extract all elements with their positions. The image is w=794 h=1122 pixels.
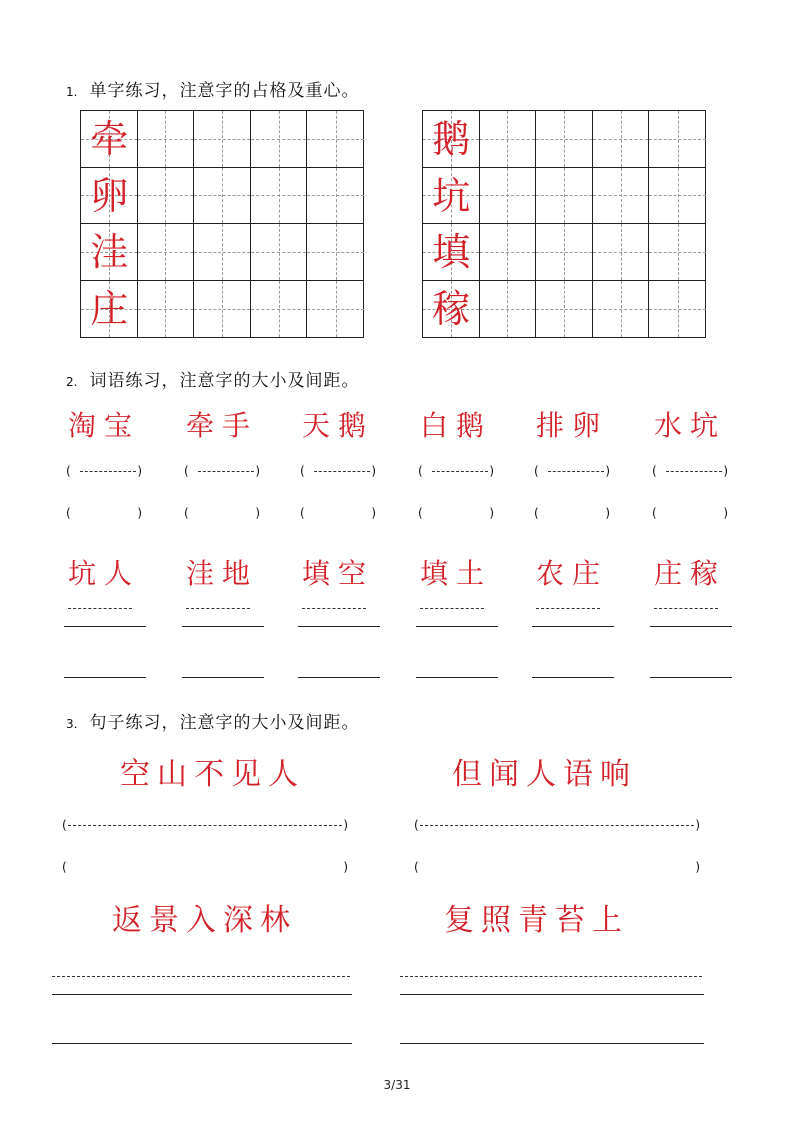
- word-item: 淘宝: [68, 409, 141, 442]
- section-3-title: 句子练习，注意字的大小及间距。: [89, 713, 360, 733]
- right-grid-model-char: 稼: [432, 287, 471, 332]
- left-grid-cell[interactable]: [307, 281, 364, 338]
- pinyin-blank[interactable]: ( ): [184, 506, 260, 520]
- sentence-4-write-line-1[interactable]: [400, 994, 704, 995]
- word-item: 天鹅: [302, 409, 375, 442]
- word-item: 洼地: [186, 557, 259, 590]
- left-grid-cell[interactable]: [251, 224, 308, 281]
- right-grid-cell[interactable]: [480, 168, 537, 225]
- word-write-line[interactable]: [182, 626, 264, 627]
- word-dotted-line: [420, 608, 484, 609]
- word-item: 填空: [302, 557, 375, 590]
- right-grid-cell[interactable]: [593, 224, 650, 281]
- right-grid-cell: [423, 224, 480, 281]
- left-grid-cell[interactable]: [194, 281, 251, 338]
- section-2-title: 词语练习，注意字的大小及间距。: [89, 371, 360, 391]
- right-grid-model-char: 坑: [432, 173, 471, 218]
- right-grid-cell: [423, 168, 480, 225]
- pinyin-blank[interactable]: ( ): [418, 506, 494, 520]
- sentence-4-write-line-2[interactable]: [400, 1043, 704, 1044]
- sentence-2-pinyin-dotted[interactable]: ( ): [414, 818, 700, 832]
- word-write-line[interactable]: [416, 626, 498, 627]
- sentence-2-pinyin-blank[interactable]: ( ): [414, 860, 700, 874]
- left-grid-cell[interactable]: [251, 168, 308, 225]
- word-item: 水坑: [654, 409, 727, 442]
- left-grid-cell[interactable]: [138, 168, 195, 225]
- word-dotted-line: [536, 608, 600, 609]
- left-grid-cell[interactable]: [138, 111, 195, 168]
- pinyin-dotted-blank[interactable]: ( ): [184, 464, 260, 478]
- word-item: 农庄: [536, 557, 609, 590]
- left-grid-cell[interactable]: [307, 111, 364, 168]
- left-grid-cell: [81, 111, 138, 168]
- word-write-line[interactable]: [298, 677, 380, 678]
- left-grid-cell: [81, 281, 138, 338]
- sentence-3-write-line-2[interactable]: [52, 1043, 352, 1044]
- word-item: 填土: [420, 557, 493, 590]
- word-dotted-line: [68, 608, 132, 609]
- sentence-4-dotted-line: [400, 976, 702, 977]
- word-write-line[interactable]: [182, 677, 264, 678]
- left-grid-cell[interactable]: [251, 281, 308, 338]
- sentence-1-pinyin-dotted[interactable]: ( ): [62, 818, 348, 832]
- sentence-3: 返景入深林: [112, 903, 297, 938]
- right-grid-cell: [423, 281, 480, 338]
- pinyin-blank[interactable]: ( ): [534, 506, 610, 520]
- left-grid-cell: [81, 224, 138, 281]
- right-grid-cell[interactable]: [593, 111, 650, 168]
- left-grid-model-char: 洼: [90, 230, 129, 275]
- word-item: 坑人: [68, 557, 141, 590]
- word-item: 庄稼: [654, 557, 727, 590]
- word-write-line[interactable]: [64, 677, 146, 678]
- section-3-number: 3.: [66, 717, 78, 731]
- right-grid-cell[interactable]: [480, 281, 537, 338]
- word-item: 牵手: [186, 409, 259, 442]
- word-write-line[interactable]: [298, 626, 380, 627]
- sentence-1-pinyin-blank[interactable]: ( ): [62, 860, 348, 874]
- left-grid-cell[interactable]: [138, 281, 195, 338]
- left-grid-cell[interactable]: [194, 224, 251, 281]
- section-2-number: 2.: [66, 375, 78, 389]
- right-grid-cell[interactable]: [649, 168, 706, 225]
- word-item: 排卵: [536, 409, 609, 442]
- right-grid-cell[interactable]: [536, 224, 593, 281]
- pinyin-blank[interactable]: ( ): [652, 506, 728, 520]
- pinyin-dotted-blank[interactable]: ( ): [418, 464, 494, 478]
- word-write-line[interactable]: [532, 677, 614, 678]
- right-grid-cell[interactable]: [649, 111, 706, 168]
- section-3-heading: [66, 708, 359, 733]
- page-number: 3/31: [383, 1078, 411, 1092]
- section-1-number: 1.: [66, 85, 78, 99]
- sentence-1: 空山不见人: [120, 757, 305, 792]
- left-grid-model-char: 庄: [90, 287, 129, 332]
- left-grid-cell[interactable]: [194, 111, 251, 168]
- right-grid-cell[interactable]: [536, 111, 593, 168]
- word-dotted-line: [302, 608, 366, 609]
- practice-grid-left: [80, 110, 364, 338]
- pinyin-dotted-blank[interactable]: ( ): [66, 464, 142, 478]
- pinyin-blank[interactable]: ( ): [66, 506, 142, 520]
- section-1-heading: [66, 76, 359, 101]
- right-grid-cell[interactable]: [536, 281, 593, 338]
- left-grid-cell[interactable]: [251, 111, 308, 168]
- word-write-line[interactable]: [416, 677, 498, 678]
- sentence-2: 但闻人语响: [452, 757, 637, 792]
- practice-grid-right: [422, 110, 706, 338]
- right-grid-cell[interactable]: [649, 281, 706, 338]
- right-grid-cell[interactable]: [593, 281, 650, 338]
- left-grid-cell[interactable]: [138, 224, 195, 281]
- right-grid-cell[interactable]: [536, 168, 593, 225]
- left-grid-cell[interactable]: [307, 224, 364, 281]
- pinyin-dotted-blank[interactable]: ( ): [534, 464, 610, 478]
- word-write-line[interactable]: [64, 626, 146, 627]
- sentence-4: 复照青苔上: [444, 903, 629, 938]
- section-2-heading: [66, 366, 359, 391]
- right-grid-model-char: 填: [432, 230, 471, 275]
- right-grid-cell[interactable]: [649, 224, 706, 281]
- right-grid-cell[interactable]: [480, 224, 537, 281]
- left-grid-cell[interactable]: [194, 168, 251, 225]
- word-write-line[interactable]: [650, 626, 732, 627]
- pinyin-blank[interactable]: ( ): [300, 506, 376, 520]
- word-write-line[interactable]: [532, 626, 614, 627]
- pinyin-dotted-blank[interactable]: ( ): [652, 464, 728, 478]
- word-dotted-line: [654, 608, 718, 609]
- left-grid-cell[interactable]: [307, 168, 364, 225]
- right-grid-cell[interactable]: [593, 168, 650, 225]
- word-dotted-line: [186, 608, 250, 609]
- left-grid-model-char: 牵: [90, 117, 129, 162]
- sentence-3-write-line-1[interactable]: [52, 994, 352, 995]
- word-write-line[interactable]: [650, 677, 732, 678]
- left-grid-cell: [81, 168, 138, 225]
- section-1-title: 单字练习，注意字的占格及重心。: [89, 81, 360, 101]
- sentence-3-dotted-line: [52, 976, 350, 977]
- right-grid-cell[interactable]: [480, 111, 537, 168]
- pinyin-dotted-blank[interactable]: ( ): [300, 464, 376, 478]
- right-grid-model-char: 鹅: [432, 117, 471, 162]
- left-grid-model-char: 卵: [90, 173, 129, 218]
- right-grid-cell: [423, 111, 480, 168]
- word-item: 白鹅: [420, 409, 493, 442]
